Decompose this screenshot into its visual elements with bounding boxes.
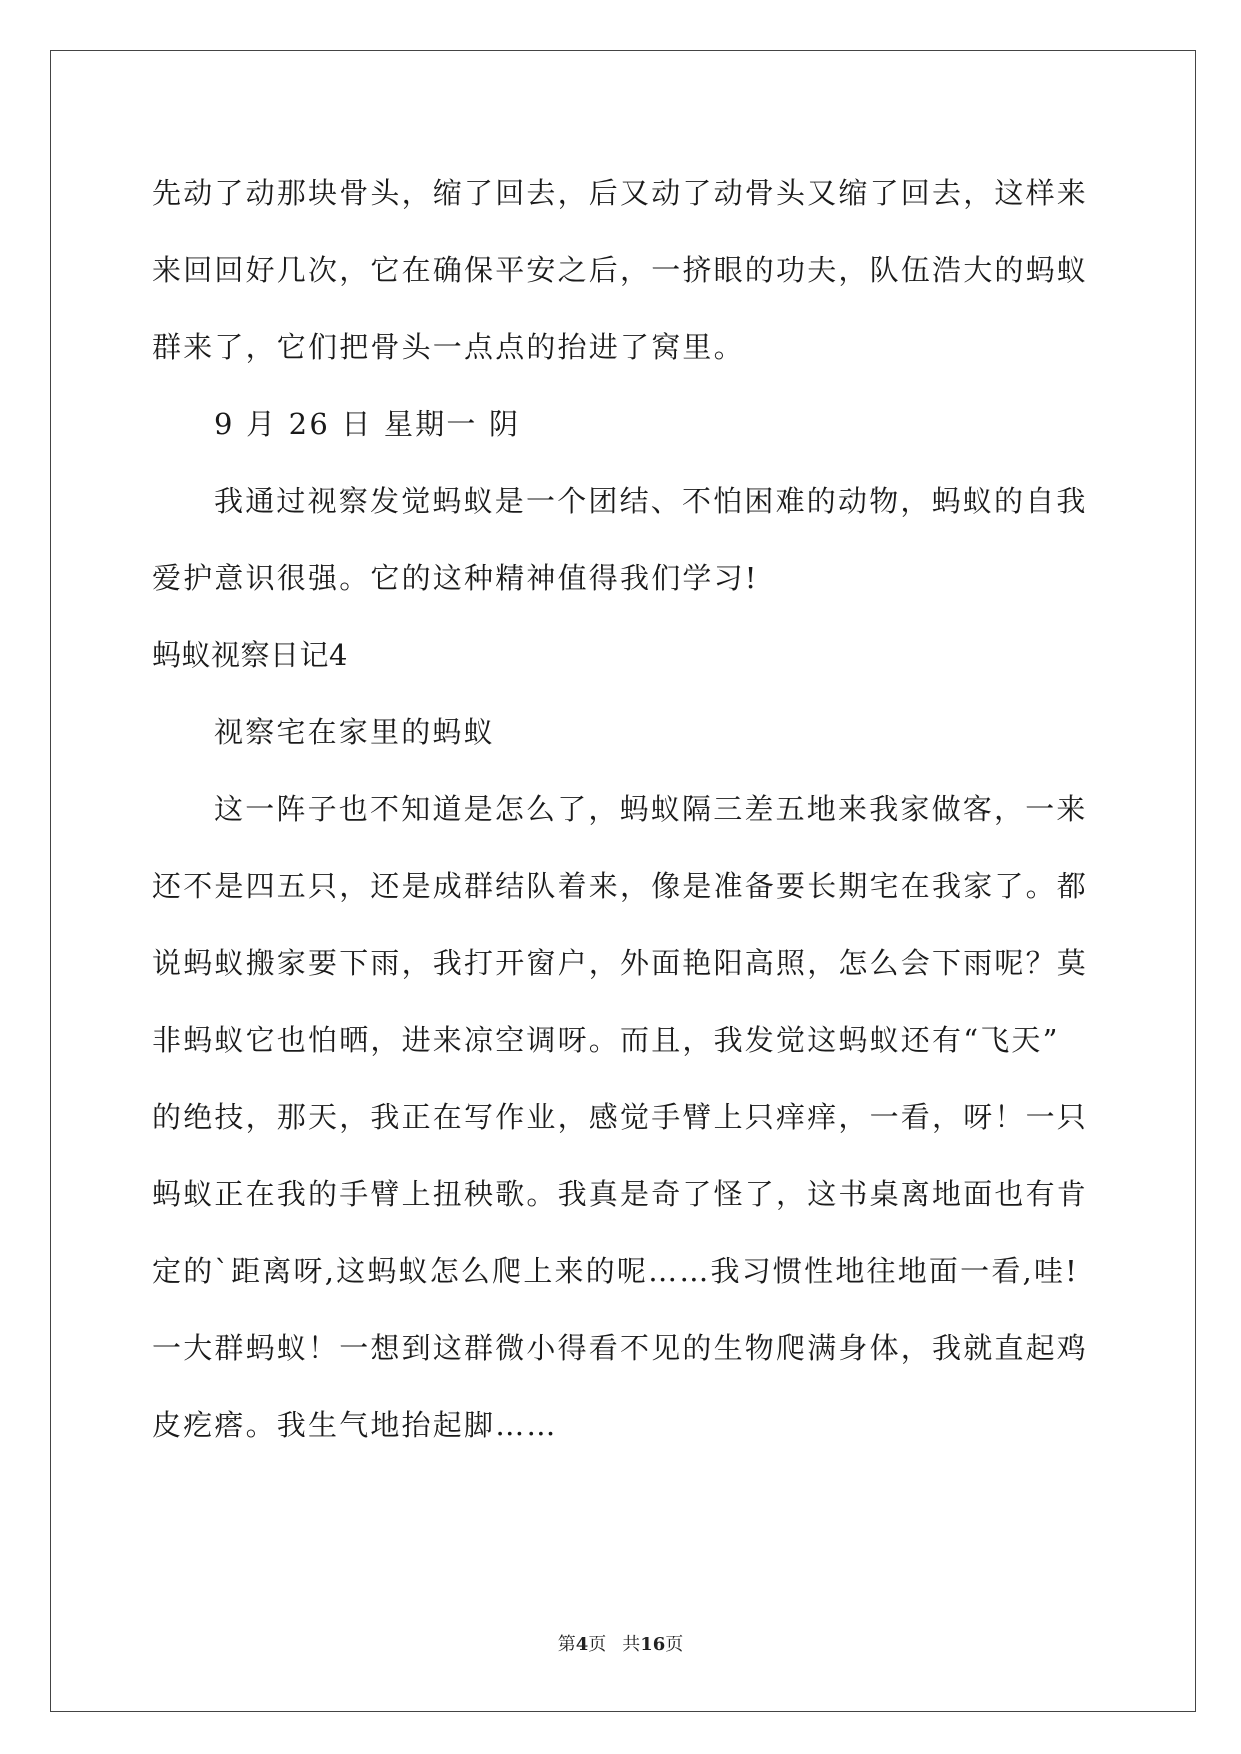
section-heading: 蚂蚁视察日记4 xyxy=(152,638,348,672)
text-line: 一大群蚂蚁！一想到这群微小得看不见的生物爬满身体，我就直起鸡 xyxy=(152,1331,1089,1365)
page-suffix: 页 xyxy=(588,1634,607,1655)
text-line: 非蚂蚁它也怕晒，进来凉空调呀。而且，我发觉这蚂蚁还有“飞天” xyxy=(152,1023,1060,1057)
total-pages: 16 xyxy=(640,1634,666,1655)
text-line: 来回回好几次，它在确保平安之后，一挤眼的功夫，队伍浩大的蚂蚁 xyxy=(152,253,1089,287)
text-line: 的绝技，那天，我正在写作业，感觉手臂上只痒痒，一看，呀！一只 xyxy=(152,1100,1089,1134)
text-line: 还不是四五只，还是成群结队着来，像是准备要长期宅在我家了。都 xyxy=(152,869,1089,903)
text-line: 蚂蚁正在我的手臂上扭秧歌。我真是奇了怪了，这书桌离地面也有肯 xyxy=(152,1177,1089,1211)
text-line: 我通过视察发觉蚂蚁是一个团结、不怕困难的动物，蚂蚁的自我 xyxy=(214,484,1088,518)
text-line: 群来了，它们把骨头一点点的抬进了窝里。 xyxy=(152,330,745,364)
page-prefix: 第 xyxy=(557,1634,576,1655)
text-line: 定的`距离呀,这蚂蚁怎么爬上来的呢……我习惯性地往地面一看,哇! xyxy=(152,1254,1079,1288)
document-body xyxy=(152,155,1090,1464)
text-line: 这一阵子也不知道是怎么了，蚂蚁隔三差五地来我家做客，一来 xyxy=(214,792,1088,826)
diary-date-line: 9 月 26 日 星期一 阴 xyxy=(214,407,521,441)
total-suffix: 页 xyxy=(665,1634,684,1655)
page-number: 4 xyxy=(575,1634,589,1655)
entry-subtitle: 视察宅在家里的蚂蚁 xyxy=(214,715,495,749)
text-line: 先动了动那块骨头，缩了回去，后又动了动骨头又缩了回去，这样来 xyxy=(152,176,1089,210)
text-line: 说蚂蚁搬家要下雨，我打开窗户，外面艳阳高照，怎么会下雨呢？莫 xyxy=(152,946,1089,980)
page-footer xyxy=(0,1630,1241,1656)
text-line: 爱护意识很强。它的这种精神值得我们学习! xyxy=(152,561,759,595)
total-prefix: 共 xyxy=(622,1634,641,1655)
text-line: 皮疙瘩。我生气地抬起脚…… xyxy=(152,1408,558,1442)
